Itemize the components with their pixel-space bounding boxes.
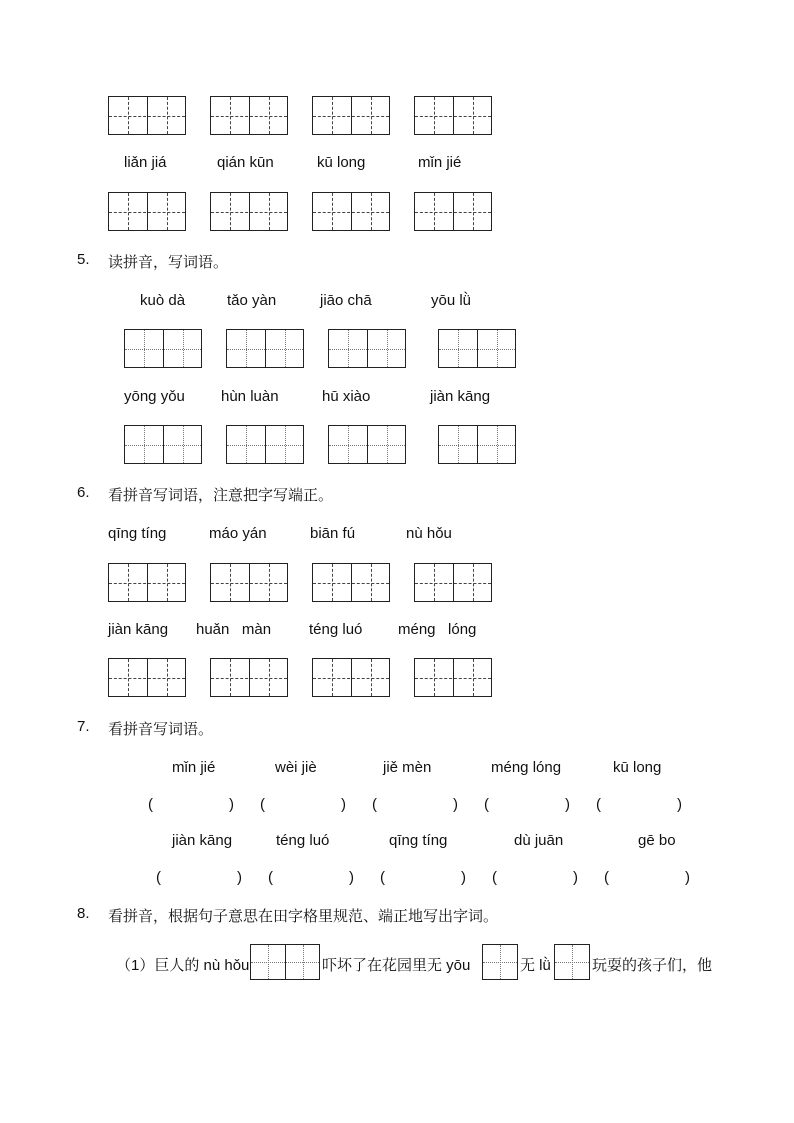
open-paren: ( <box>372 796 377 813</box>
pinyin-label: qián kūn <box>217 154 274 171</box>
pinyin-label: yōng yǒu <box>124 388 185 405</box>
writing-box[interactable] <box>108 563 186 602</box>
open-paren: ( <box>268 869 273 886</box>
sentence-part: 玩耍的孩子们，他 <box>592 957 713 974</box>
pinyin-label: téng luó <box>309 621 363 638</box>
answer-blank[interactable] <box>268 796 338 814</box>
close-paren: ) <box>453 796 458 813</box>
question-prompt: 读拼音，写词语。 <box>108 254 229 271</box>
question-number: 7. <box>77 718 90 735</box>
pinyin-label: qīng tíng <box>389 832 448 849</box>
answer-blank[interactable] <box>500 869 570 887</box>
close-paren: ) <box>685 869 690 886</box>
writing-box[interactable] <box>108 658 186 697</box>
writing-box[interactable] <box>124 425 202 464</box>
answer-blank[interactable] <box>164 869 234 887</box>
answer-blank[interactable] <box>156 796 226 814</box>
pinyin-label: gē bo <box>638 832 676 849</box>
pinyin-label: mǐn jié <box>172 759 216 776</box>
pinyin-label: téng luó <box>276 832 330 849</box>
pinyin-label: huǎn màn <box>196 621 272 638</box>
open-paren: ( <box>604 869 609 886</box>
writing-box[interactable] <box>328 329 406 368</box>
close-paren: ) <box>349 869 354 886</box>
pinyin-label: kū long <box>613 759 662 776</box>
writing-box[interactable] <box>554 944 590 980</box>
writing-box[interactable] <box>226 329 304 368</box>
pinyin-label: mǐn jié <box>418 154 462 171</box>
writing-box[interactable] <box>414 658 492 697</box>
writing-box[interactable] <box>312 96 390 135</box>
answer-blank[interactable] <box>612 869 682 887</box>
open-paren: ( <box>596 796 601 813</box>
pinyin-label: hùn luàn <box>221 388 279 405</box>
pinyin-label: dù juān <box>514 832 564 849</box>
pinyin-label: jiàn kāng <box>430 388 491 405</box>
writing-box[interactable] <box>312 563 390 602</box>
pinyin-label: nù hǒu <box>406 525 452 542</box>
pinyin-label: biān fú <box>310 525 356 542</box>
open-paren: ( <box>148 796 153 813</box>
pinyin-label: liǎn jiá <box>124 154 167 171</box>
answer-blank[interactable] <box>276 869 346 887</box>
answer-blank[interactable] <box>380 796 450 814</box>
open-paren: ( <box>484 796 489 813</box>
pinyin-label: hū xiào <box>322 388 371 405</box>
question-prompt: 看拼音写词语，注意把字写端正。 <box>108 487 334 504</box>
writing-box[interactable] <box>414 96 492 135</box>
writing-box[interactable] <box>414 563 492 602</box>
writing-box[interactable] <box>438 329 516 368</box>
close-paren: ) <box>229 796 234 813</box>
pinyin-label: jiě mèn <box>383 759 432 776</box>
pinyin-label: méng lóng <box>491 759 562 776</box>
open-paren: ( <box>260 796 265 813</box>
open-paren: ( <box>492 869 497 886</box>
close-paren: ) <box>341 796 346 813</box>
answer-blank[interactable] <box>492 796 562 814</box>
pinyin-label: kuò dà <box>140 292 186 309</box>
writing-box[interactable] <box>482 944 518 980</box>
pinyin-label: yōu lǜ <box>431 292 472 309</box>
close-paren: ) <box>565 796 570 813</box>
writing-box[interactable] <box>328 425 406 464</box>
writing-box[interactable] <box>312 192 390 231</box>
writing-box[interactable] <box>414 192 492 231</box>
writing-box[interactable] <box>210 192 288 231</box>
question-number: 8. <box>77 905 90 922</box>
sentence-part: 吓坏了在花园里无 yōu <box>322 957 471 974</box>
close-paren: ) <box>573 869 578 886</box>
pinyin-label: máo yán <box>209 525 267 542</box>
writing-box[interactable] <box>210 658 288 697</box>
question-number: 5. <box>77 251 90 268</box>
open-paren: ( <box>156 869 161 886</box>
pinyin-label: qīng tíng <box>108 525 167 542</box>
question-prompt: 看拼音写词语。 <box>108 721 214 738</box>
writing-box[interactable] <box>438 425 516 464</box>
writing-box[interactable] <box>312 658 390 697</box>
sentence-part: （1）巨人的 nù hǒu <box>116 957 250 974</box>
question-number: 6. <box>77 484 90 501</box>
writing-box[interactable] <box>210 563 288 602</box>
pinyin-label: tǎo yàn <box>227 292 277 309</box>
pinyin-label: jiāo chā <box>320 292 372 309</box>
pinyin-label: méng lóng <box>398 621 477 638</box>
pinyin-label: wèi jiè <box>275 759 317 776</box>
close-paren: ) <box>237 869 242 886</box>
sentence-part: 无 lǜ <box>520 957 551 974</box>
close-paren: ) <box>461 869 466 886</box>
pinyin-label: kū long <box>317 154 366 171</box>
writing-box[interactable] <box>108 192 186 231</box>
close-paren: ) <box>677 796 682 813</box>
pinyin-label: jiàn kāng <box>172 832 233 849</box>
writing-box[interactable] <box>226 425 304 464</box>
writing-box[interactable] <box>210 96 288 135</box>
writing-box[interactable] <box>250 944 320 980</box>
answer-blank[interactable] <box>388 869 458 887</box>
writing-box[interactable] <box>108 96 186 135</box>
question-prompt: 看拼音，根据句子意思在田字格里规范、端正地写出字词。 <box>108 908 499 925</box>
answer-blank[interactable] <box>604 796 674 814</box>
pinyin-label: jiàn kāng <box>108 621 169 638</box>
open-paren: ( <box>380 869 385 886</box>
writing-box[interactable] <box>124 329 202 368</box>
